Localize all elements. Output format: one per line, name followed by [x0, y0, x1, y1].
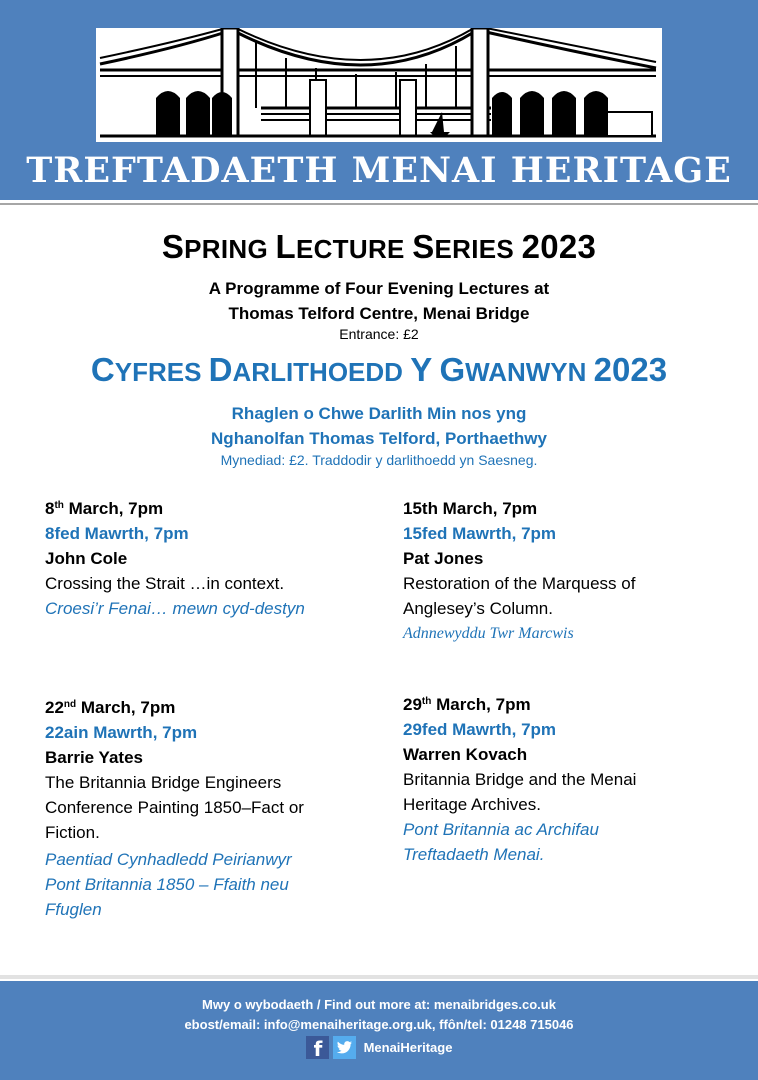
lecture-title-welsh: Paentiad Cynhadledd Peirianwyr Pont Britannia 1850 – Ffaith neu Ffuglen	[45, 850, 292, 919]
lecture-title: The Britannia Bridge Engineers Conference Painting 1850–Fact or Fiction.	[45, 773, 304, 842]
twitter-icon[interactable]	[333, 1036, 356, 1059]
welsh-title: CYFRES DARLITHOEDD Y GWANWYN 2023	[90, 351, 668, 388]
lecture-speaker: Warren Kovach	[403, 745, 528, 764]
lecture-date: 22nd March, 7pm	[45, 698, 176, 717]
lecture-date-welsh: 15fed Mawrth, 7pm	[403, 524, 557, 543]
welsh-entrance: Mynediad: £2. Traddodir y darlithoedd yn Saesneg.	[220, 452, 538, 468]
header-divider	[0, 203, 758, 205]
english-entrance: Entrance: £2	[339, 326, 419, 342]
lecture-title-welsh: Adnnewyddu Twr Marcwis	[403, 625, 574, 642]
social-handle[interactable]: MenaiHeritage	[363, 1040, 453, 1055]
english-title: SPRING LECTURE SERIES 2023	[161, 228, 597, 265]
lecture-1	[45, 496, 365, 621]
footer-website[interactable]: Mwy o wybodaeth / Find out more at: menaibridges.co.uk	[202, 997, 556, 1012]
lecture-date: 15th March, 7pm	[403, 499, 538, 518]
lecture-date-welsh: 29fed Mawrth, 7pm	[403, 720, 557, 739]
welsh-subtitle: Rhaglen o Chwe Darlith Min nos yng Nghanolfan Thomas Telford, Porthaethwy	[211, 404, 547, 448]
lecture-title: Crossing the Strait …in context.	[45, 574, 285, 593]
lecture-date: 8th March, 7pm	[45, 499, 164, 518]
footer-divider	[0, 975, 758, 979]
lecture-4	[403, 692, 723, 867]
lecture-date-welsh: 22ain Mawrth, 7pm	[45, 723, 198, 742]
lecture-date-welsh: 8fed Mawrth, 7pm	[45, 524, 189, 543]
header-title: TREFTADAETH MENAI HERITAGE	[26, 150, 732, 191]
lecture-date: 29th March, 7pm	[403, 695, 531, 714]
lecture-title-welsh: Croesi’r Fenai… mewn cyd-destyn	[45, 599, 305, 618]
lecture-speaker: Pat Jones	[403, 549, 484, 568]
lecture-title: Restoration of the Marquess of Anglesey’s Column.	[403, 574, 636, 618]
social-links	[0, 1036, 758, 1059]
lecture-speaker: John Cole	[45, 549, 128, 568]
footer-contact[interactable]: ebost/email: info@menaiheritage.org.uk, ffôn/tel: 01248 715046	[184, 1017, 574, 1032]
lecture-title-welsh: Pont Britannia ac Archifau Treftadaeth Menai.	[403, 820, 599, 864]
facebook-icon[interactable]: f	[306, 1036, 329, 1059]
bridge-logo	[96, 28, 662, 142]
lecture-speaker: Barrie Yates	[45, 748, 143, 767]
header-banner	[0, 0, 758, 200]
english-subtitle: A Programme of Four Evening Lectures at Thomas Telford Centre, Menai Bridge	[208, 279, 550, 323]
lecture-2	[403, 496, 723, 646]
footer	[0, 981, 758, 1080]
lecture-3	[45, 695, 365, 922]
lecture-title: Britannia Bridge and the Menai Heritage Archives.	[403, 770, 637, 814]
